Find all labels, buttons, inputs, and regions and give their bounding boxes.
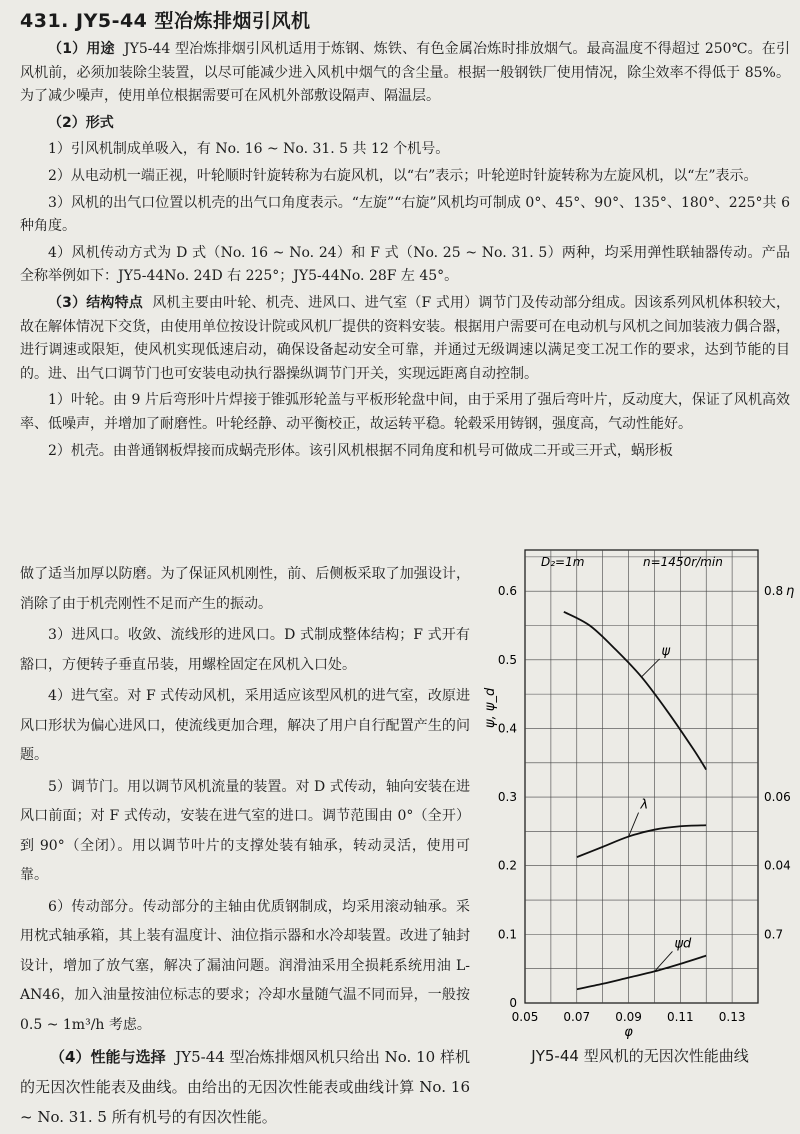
performance-text: JY5-44 型冶炼排烟风机只给出 No. 10 样机的无因次性能表及曲线。由给出的无因次性能表或曲线计算 No. 16 ~ No. 31. 5 所有机号的有因次性能。 [20,1048,470,1126]
series-line-ψ [564,612,706,770]
structure-item-2-part2: 做了适当加厚以防磨。为了保证风机刚性，前、后侧板采取了加强设计，消除了由于机壳刚性不足而产生的振动。 [20,566,470,612]
series-line-ψ-d [577,956,706,990]
series-label: ψ [661,643,671,659]
form-item-4: 4）风机传动方式为 D 式（No. 16 ~ No. 24）和 F 式（No. 25 ~ No. 31. 5）两种，均采用弹性联轴器传动。产品全称举例如下：JY5-44No. 24D 右 225°；JY5-44No. 28F 左 45°。 [20,244,790,285]
structure-item-4: 4）进气室。对 F 式传动风机，采用适应该型风机的进气室，改原进风口形状为偏心进风口，使流线更加合理，解决了用户自行配置产生的问题。 [20,688,470,763]
structure-item-1: 1）叶轮。由 9 片后弯形叶片焊接于锥弧形轮盖与平板形轮盘中间，由于采用了强后弯叶片，反动度大，保证了风机高效率、低噪声，并增加了耐磨性。叶轮经静、动平衡校正，故运转平稳。轮毂采用铸钢，强度高，气动性能好。 [20,392,790,432]
lower-body [20,560,470,1134]
y-left-tick-label: 0.4 [497,721,517,736]
y-left-axis-label: ψ, ψ_d [483,687,498,728]
y-right-eta-tick-label: 0.7 [764,927,784,942]
y-left-tick-label: 0 [509,996,517,1010]
series-line-λ [577,825,706,857]
performance-label: （4）性能与选择 [50,1048,166,1066]
section-heading [20,6,311,33]
purpose-text: JY5-44 型冶炼排烟引风机适用于炼钢、炼铁、有色金属冶炼时排放烟气。最高温度不得超过 250℃。在引风机前，必须加装除尘装置，以尽可能减少进入风机中烟气的含尘量。根据一般钢铁厂使用情况，除尘效率不得低于 85%。为了减少噪声，使用单位根据需要可在风机外部敷设隔声、隔温层。 [20,41,790,105]
chart-svg [480,535,798,1080]
form-item-3: 3）风机的出气口位置以机壳的出气口角度表示。“左旋”“右旋”风机均可制成 0°、45°、90°、135°、180°、225°共 6 种角度。 [20,194,790,235]
structure-label: （3）结构特点 [48,294,143,311]
section-number: 431. [20,10,69,32]
series-leader-line [629,813,639,837]
structure-item-6: 6）传动部分。传动部分的主轴由优质钢制成，均采用滚动轴承。采用枕式轴承箱，其上装有温度计、油位指示器和水冷却装置。改进了轴封设计，增加了放气塞，解决了漏油问题。润滑油采用全损耗系统用油 L-AN46，加入油量按油位标志的要求；冷却水量随气温不同而异，一般按 0.5 ~ 1m³/h 考虑。 [20,898,470,1033]
x-tick-label: 0.05 [511,1010,539,1024]
performance-chart [480,535,798,1080]
annotation-speed: n=1450r/min [643,555,723,569]
chart-caption: JY5-44 型风机的无因次性能曲线 [531,1047,749,1065]
y-left-tick-label: 0.1 [497,927,517,942]
y-left-tick-label: 0.2 [497,858,517,873]
purpose-label: （1）用途 [48,41,115,57]
x-tick-label: 0.11 [666,1010,694,1024]
series-leader-line [642,659,660,677]
section-title: JY5-44 型冶炼排烟引风机 [76,10,311,32]
purpose-paragraph [20,38,790,109]
series-label: λ [640,797,649,813]
x-tick-label: 0.09 [615,1010,642,1024]
upper-body [20,38,790,466]
y-left-tick-label: 0.6 [497,584,517,599]
form-item-2: 2）从电动机一端正视，叶轮顺时针旋转称为右旋风机，以“右”表示；叶轮逆时针旋转称为左旋风机，以“左”表示。 [48,167,758,184]
series-label: ψd [674,936,692,952]
x-tick-label: 0.07 [563,1010,591,1024]
structure-paragraph [20,292,790,386]
y-right-lambda-tick-label: 0.04 [764,858,791,873]
y-right-lambda-tick-label: 0.06 [764,790,791,805]
structure-item-5: 5）调节门。用以调节风机流量的装置。对 D 式传动，轴向安装在进风口前面；对 F 式传动，安装在进气室的进口。调节范围由 0°（全开）到 90°（全闭）。用以调节叶片的支撑处装有轴承，转动灵活，使用可靠。 [20,778,470,883]
structure-item-3: 3）进风口。收敛、流线形的进风口。D 式制成整体结构；F 式开有豁口，方便转子垂直吊装，用螺栓固定在风机入口处。 [20,627,470,673]
form-item-1: 1）引风机制成单吸入，有 No. 16 ~ No. 31. 5 共 12 个机号。 [48,141,450,158]
x-axis-label: φ [624,1025,633,1040]
y-right-axis-label: η [786,584,795,600]
y-right-eta-tick-label: 0.8 [764,584,784,599]
y-left-tick-label: 0.5 [497,652,517,667]
y-left-tick-label: 0.3 [497,790,517,805]
plot-frame [525,550,758,1003]
structure-item-2-part1: 2）机壳。由普通钢板焊接而成蜗壳形体。该引风机根据不同角度和机号可做成二开或三开式，蜗形板 [48,442,673,459]
annotation-diameter: D₂=1m [541,555,585,569]
x-tick-label: 0.13 [718,1010,746,1024]
performance-paragraph [20,1042,470,1132]
structure-intro: 风机主要由叶轮、机壳、进风口、进气室（F 式用）调节门及传动部分组成。因该系列风机体积较大，故在解体情况下交货，由使用单位按设计院或风机厂提供的资料安装。根据用户需要可在电动机与风机之间加装液力偶合器，进行调速或限矩，使风机实现低速启动，确保设备起动安全可靠，并通过无级调速以满足变工况工作的要求，达到节能的目的。进、出气口调节门也可安装电动执行器操纵调节门开关，实现远距离自动控制。 [20,294,790,382]
form-heading: （2）形式 [48,114,114,131]
